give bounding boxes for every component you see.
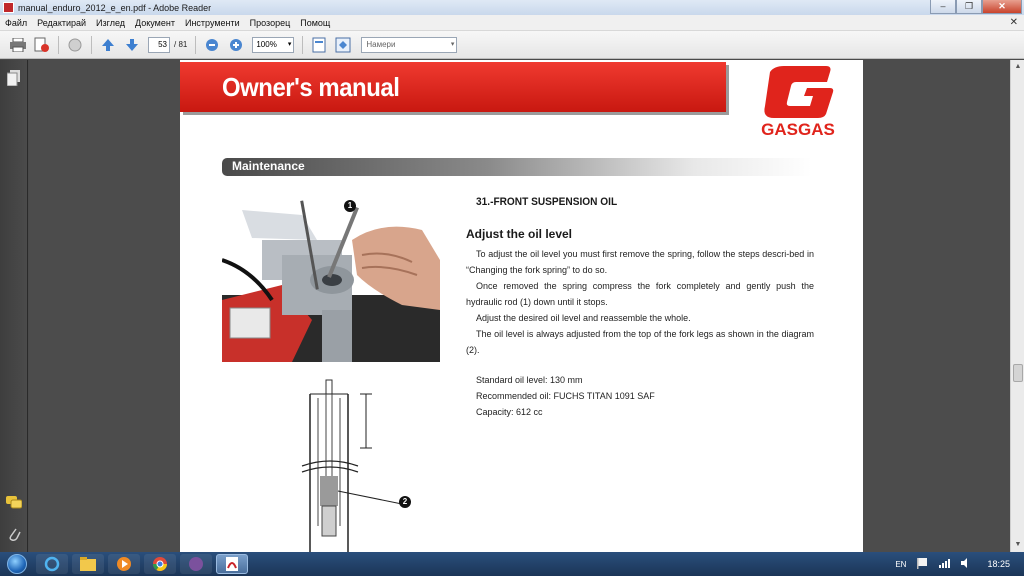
window-controls [930,0,1022,14]
hand-tool-icon[interactable] [65,35,85,55]
subheading: Adjust the oil level [466,227,573,241]
toolbar-separator [302,36,303,54]
close-button[interactable]: ✕ [982,0,1022,14]
menu-file[interactable]: Файл [5,17,28,28]
taskbar-media-player-icon[interactable] [108,554,140,574]
callout-2: 2 [399,496,411,508]
language-indicator[interactable]: EN [895,559,907,569]
find-placeholder: Намери [366,39,396,49]
taskbar-adobe-reader-icon[interactable] [216,554,248,574]
flag-icon[interactable] [916,557,928,571]
spec-capacity: Capacity: 612 cc [476,407,543,417]
menu-bar [0,15,1024,31]
paragraph: Adjust the desired oil level and reassemble the whole. [476,313,691,323]
zoom-in-icon[interactable] [226,35,246,55]
maximize-button[interactable]: ❐ [956,0,982,14]
fork-diagram [280,376,420,552]
toolbar-separator [91,36,92,54]
previous-page-icon[interactable] [98,35,118,55]
menu-view[interactable]: Изглед [96,17,126,28]
section-header [222,158,812,176]
menu-document[interactable]: Документ [135,17,175,28]
zoom-value: 100% [256,39,277,49]
page-thumbnails-icon[interactable] [6,70,22,86]
adobe-reader-icon [3,2,14,13]
menu-edit[interactable]: Редактирай [37,17,87,28]
spec-list [476,372,655,420]
window-title: manual_enduro_2012_e_en.pdf - Adobe Reader [18,2,212,13]
banner-title: Owner's manual [222,72,400,102]
next-page-icon[interactable] [122,35,142,55]
volume-icon[interactable] [960,557,972,571]
create-pdf-icon[interactable] [32,35,52,55]
fit-page-icon[interactable] [309,35,329,55]
find-input[interactable] [361,37,457,53]
page-total: / 81 [174,40,188,49]
toolbar-separator [195,36,196,54]
zoom-select[interactable] [252,37,294,53]
taskbar [0,552,1024,576]
taskbar-explorer-icon[interactable] [72,554,104,574]
gasgas-g-icon [734,64,854,120]
chevron-down-icon: ▾ [450,40,455,48]
toolbar [0,31,1024,59]
attachments-icon[interactable] [6,526,22,542]
scroll-thumb[interactable] [1013,364,1023,382]
close-document-icon[interactable]: ✕ [1009,17,1018,28]
menu-window[interactable]: Прозорец [249,17,291,28]
section-heading: 31.-FRONT SUSPENSION OIL [476,196,618,208]
body-text [466,246,814,358]
gasgas-logo [734,64,854,140]
scroll-up-icon[interactable]: ▲ [1014,63,1022,70]
taskbar-viber-icon[interactable] [180,554,212,574]
manual-banner [180,62,726,112]
spec-oil-level: Standard oil level: 130 mm [476,375,583,385]
page-number-input[interactable]: 53 [148,37,170,53]
document-view[interactable] [29,60,1010,552]
taskbar-ie-icon[interactable] [36,554,68,574]
network-icon[interactable] [938,557,950,571]
taskbar-chrome-icon[interactable] [144,554,176,574]
navigation-panel [0,60,28,552]
windows-logo-icon [7,554,27,574]
clock[interactable]: 18:25 [987,559,1010,569]
system-tray [890,552,1024,576]
chevron-down-icon: ▾ [287,40,292,48]
minimize-button[interactable]: – [930,0,956,14]
spec-recommended-oil: Recommended oil: FUCHS TITAN 1091 SAF [476,391,655,401]
section-label: Maintenance [232,159,305,173]
comments-icon[interactable] [6,496,22,512]
start-button[interactable] [0,552,34,576]
toolbar-separator [58,36,59,54]
full-screen-icon[interactable] [333,35,353,55]
fork-photo [222,200,440,362]
paragraph: The oil level is always adjusted from the top of the fork legs as shown in the diagram (2). [466,329,814,355]
title-bar [0,0,1024,15]
menu-help[interactable]: Помощ [300,17,331,28]
scroll-down-icon[interactable]: ▼ [1014,541,1022,548]
menu-tools[interactable]: Инструменти [184,17,240,28]
pdf-page [180,60,863,552]
vertical-scrollbar[interactable] [1010,60,1024,552]
print-icon[interactable] [8,35,28,55]
paragraph: Once removed the spring compress the fork completely and gently push the hydraulic rod (1) down until it stops. [466,281,814,307]
zoom-out-icon[interactable] [202,35,222,55]
callout-1: 1 [344,200,356,212]
logo-text: GASGAS [761,120,835,139]
paragraph: To adjust the oil level you must first remove the spring, follow the steps descri-bed in “Changing the fork spring” to do so. [466,249,814,275]
